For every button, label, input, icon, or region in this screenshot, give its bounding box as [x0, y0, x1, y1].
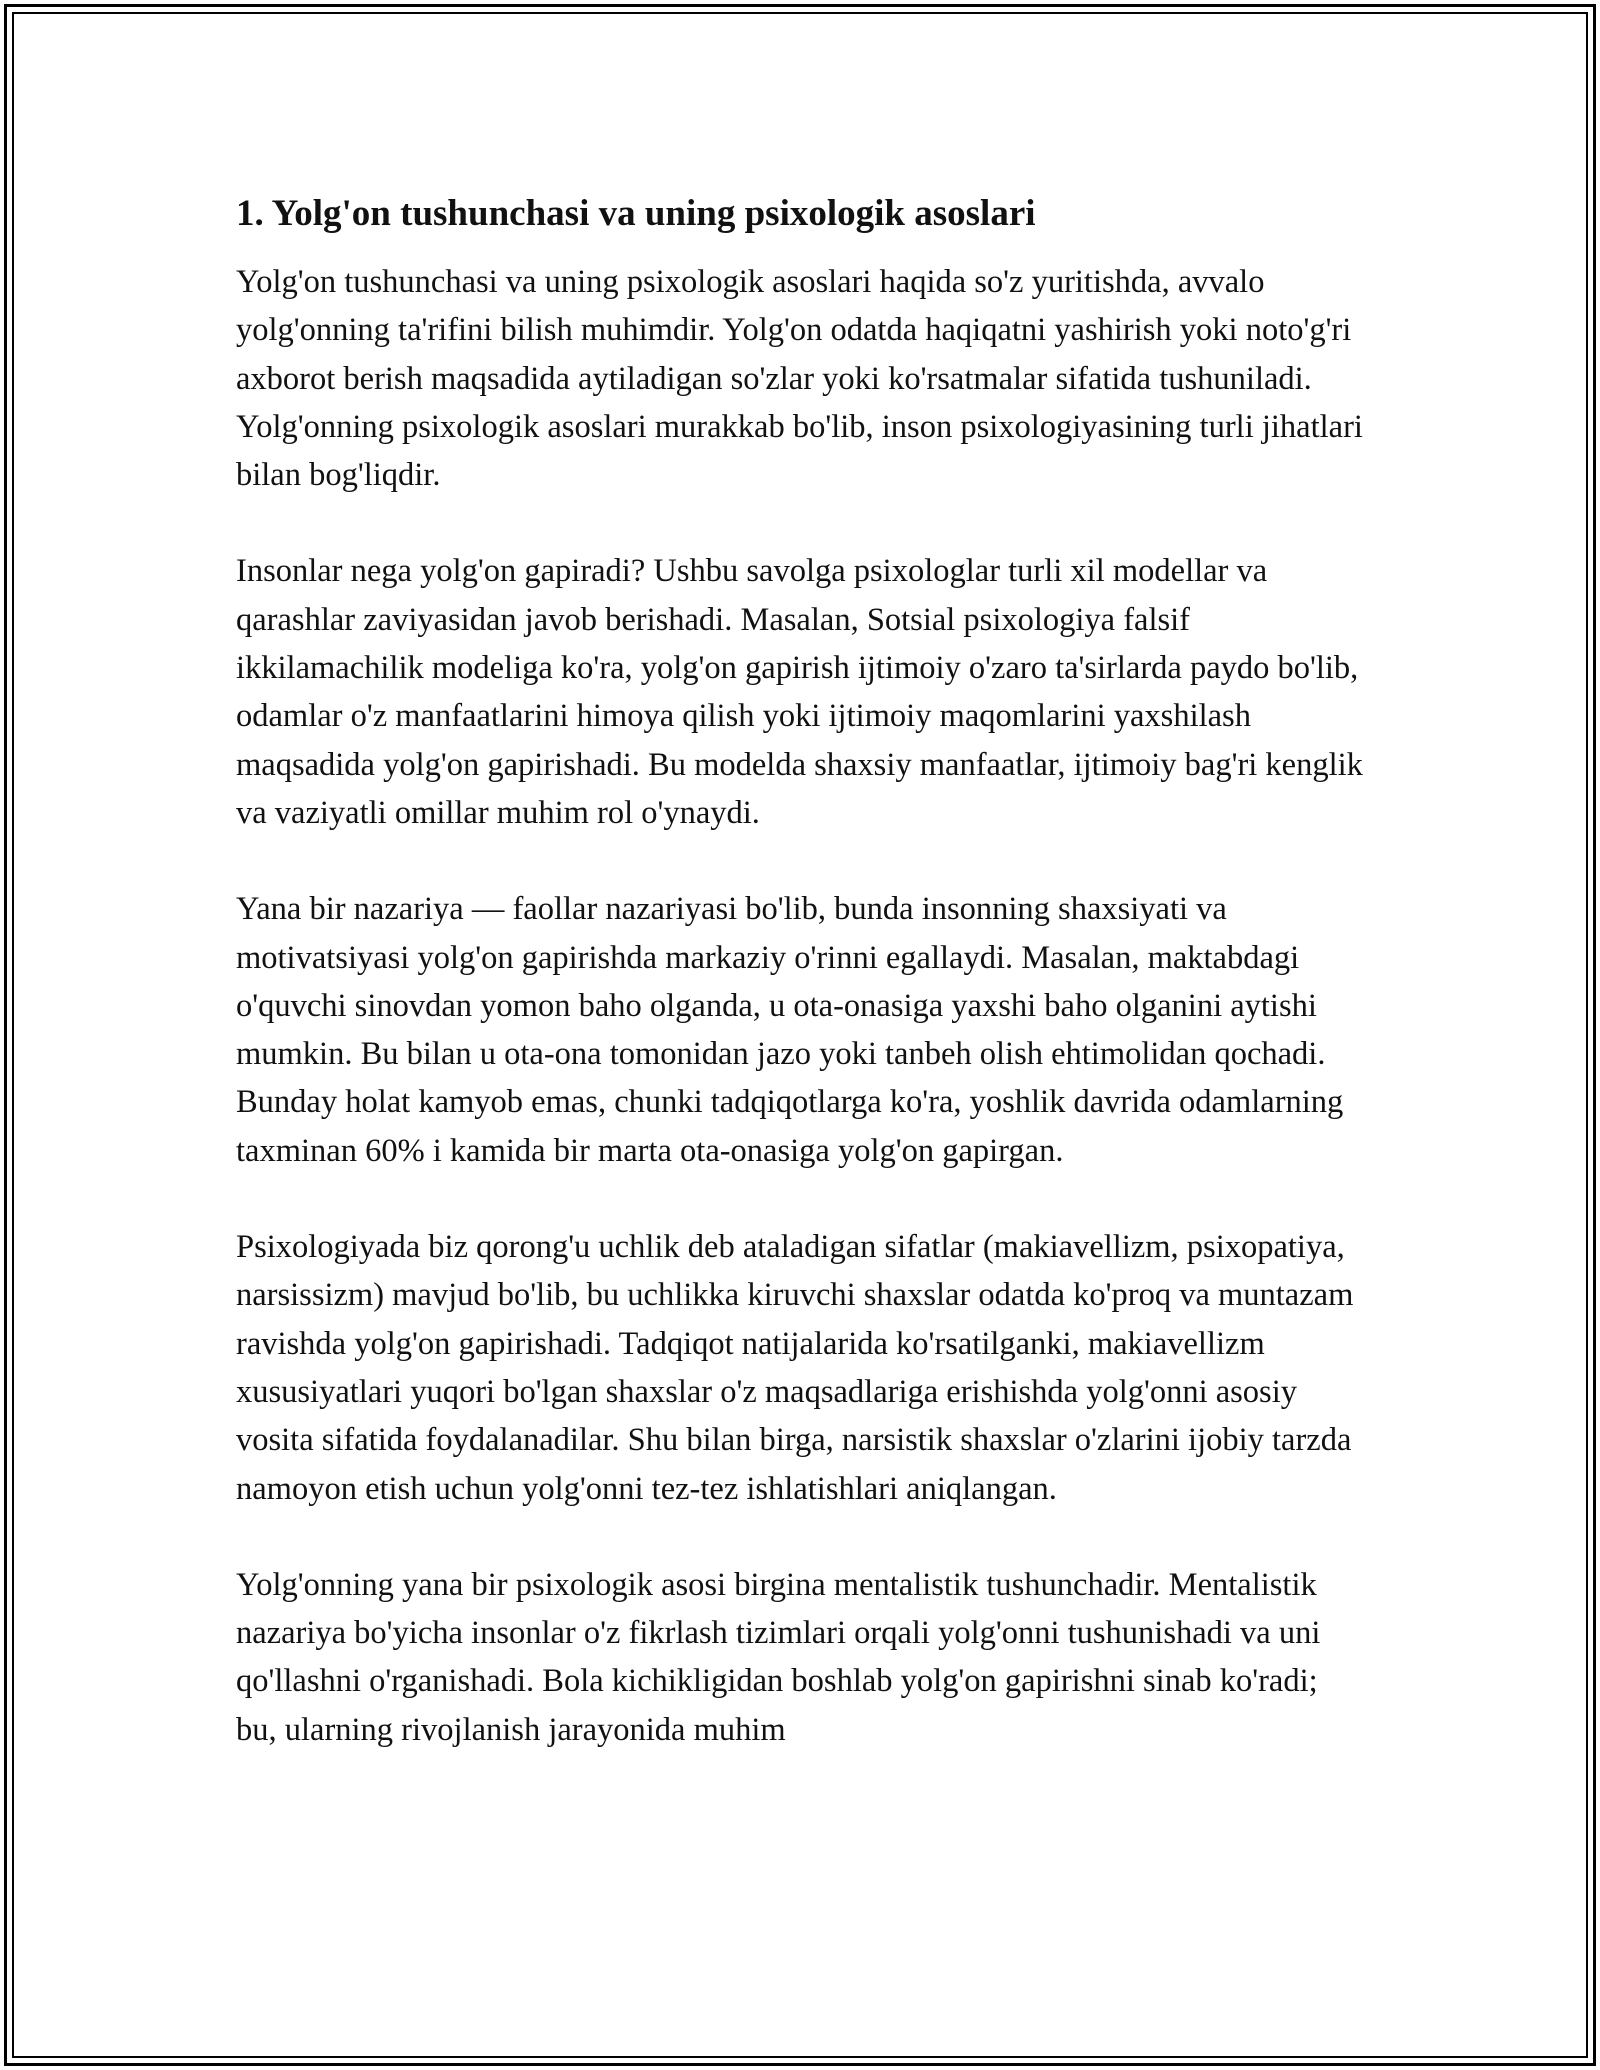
document-body	[236, 186, 1366, 1754]
paragraph-2: Insonlar nega yolg'on gapiradi? Ushbu savolga psixologlar turli xil modellar va qarashlar zaviyasidan javob berishadi. Masalan, Sotsial psixologiya falsif ikkilamachilik modeliga ko'ra, yolg'on gapirish ijtimoiy o'zaro ta'sirlarda paydo bo'lib, odamlar o'z manfaatlarini himoya qilish yoki ijtimoiy maqomlarini yaxshilash maqsadida yolg'on gapirishadi. Bu modelda shaxsiy manfaatlar, ijtimoiy bag'ri kenglik va vaziyatli omillar muhim rol o'ynaydi.	[236, 553, 1363, 831]
paragraph-5: Yolg'onning yana bir psixologik asosi birgina mentalistik tushunchadir. Mentalistik nazariya bo'yicha insonlar o'z fikrlash tizimlari orqali yolg'onni tushunishadi va uni qo'llashni o'rganishadi. Bola kichikligidan boshlab yolg'on gapirishni sinab ko'radi; bu, ularning rivojlanish jarayonida muhim	[236, 1566, 1321, 1748]
paragraph-3: Yana bir nazariya — faollar nazariyasi bo'lib, bunda insonning shaxsiyati va motivatsiyasi yolg'on gapirishda markaziy o'rinni egallaydi. Masalan, maktabdagi o'quvchi sinovdan yomon baho olganda, u ota-onasiga yaxshi baho olganini aytishi mumkin. Bu bilan u ota-ona tomonidan jazo yoki tanbeh olish ehtimolidan qochadi. Bunday holat kamyob emas, chunki tadqiqotlarga ko'ra, yoshlik davrida odamlarning taxminan 60% i kamida bir marta ota-onasiga yolg'on gapirgan.	[236, 891, 1344, 1169]
section-heading: 1. Yolg'on tushunchasi va uning psixologik asoslari	[236, 193, 1036, 234]
paragraph-4: Psixologiyada biz qorong'u uchlik deb ataladigan sifatlar (makiavellizm, psixopatiya, narsissizm) mavjud bo'lib, bu uchlikka kiruvchi shaxslar odatda ko'proq va muntazam ravishda yolg'on gapirishadi. Tadqiqot natijalarida ko'rsatilganki, makiavellizm xususiyatlari yuqori bo'lgan shaxslar o'z maqsadlariga erishishda yolg'onni asosiy vosita sifatida foydalanadilar. Shu bilan birga, narsistik shaxslar o'zlarini ijobiy tarzda namoyon etish uchun yolg'onni tez-tez ishlatishlari aniqlangan.	[236, 1229, 1354, 1507]
paragraph-1: Yolg'on tushunchasi va uning psixologik asoslari haqida so'z yuritishda, avvalo yolg'onning ta'rifini bilish muhimdir. Yolg'on odatda haqiqatni yashirish yoki noto'g'ri axborot berish maqsadida aytiladigan so'zlar yoki ko'rsatmalar sifatida tushuniladi. Yolg'onning psixologik asoslari murakkab bo'lib, inson psixologiyasining turli jihatlari bilan bog'liqdir.	[236, 264, 1363, 494]
